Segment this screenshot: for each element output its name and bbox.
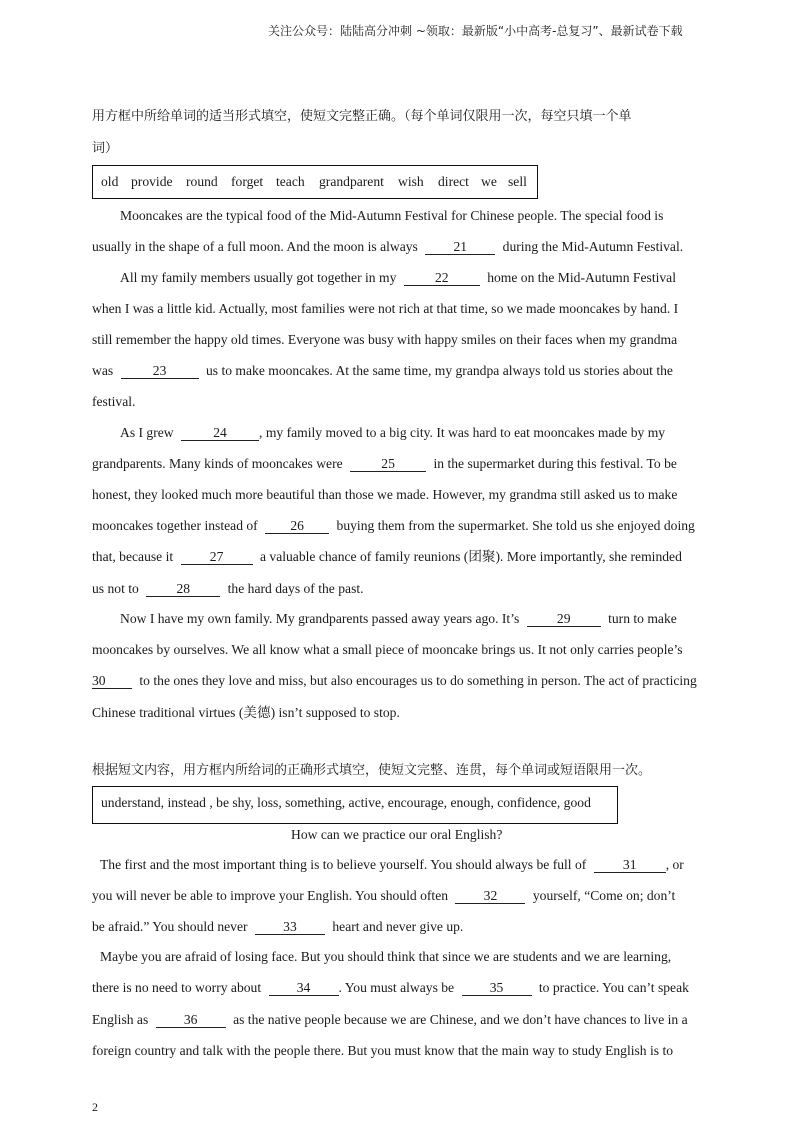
answer-blank-35[interactable]: 35	[462, 980, 532, 996]
word-item: forget	[231, 174, 264, 189]
passage-line: there is no need to worry about 34 . You must always be 35 to practice. You can’t speak	[92, 980, 689, 995]
answer-blank-24[interactable]: 24	[181, 425, 259, 441]
passage-line: festival.	[92, 394, 136, 409]
passage-line: when I was a little kid. Actually, most families were not rich at that time, so we made mooncakes by hand. I	[92, 301, 679, 316]
passage-line: 30 to the ones they love and miss, but also encourages us to do something in person. The act of practicing	[92, 673, 697, 688]
answer-blank-23[interactable]: 23	[121, 363, 199, 379]
page-number: 2	[92, 1100, 98, 1114]
word-item: grandparent	[319, 174, 384, 189]
word-item: provide	[131, 174, 173, 189]
word-item: teach	[276, 174, 305, 189]
word-item: sell	[508, 174, 527, 189]
passage-line: grandparents. Many kinds of mooncakes were 25 in the supermarket during this festival. To be	[92, 456, 677, 471]
passage-line: be afraid.” You should never 33 heart and never give up.	[92, 919, 464, 934]
passage-line: that, because it 27 a valuable chance of family reunions (团聚). More importantly, she reminded	[92, 549, 682, 564]
passage-line: Mooncakes are the typical food of the Mid-Autumn Festival for Chinese people. The special food is	[120, 208, 664, 223]
instruction-line-1: 用方框中所给单词的适当形式填空，使短文完整正确。（每个单词仅限用一次，每空只填一个单	[92, 109, 632, 124]
word-box-2	[92, 786, 618, 824]
passage-line: mooncakes by ourselves. We all know what a small piece of mooncake brings us. It not only carries people’s	[92, 642, 683, 657]
passage-line: usually in the shape of a full moon. And the moon is always 21 during the Mid-Autumn Festival.	[92, 239, 684, 254]
passage-line: was 23 us to make mooncakes. At the same time, my grandpa always told us stories about the	[92, 363, 673, 378]
page-header: 关注公众号：陆陆高分冲刺 ~领取：最新版“小中高考-总复习”、最新试卷下载	[268, 24, 683, 38]
answer-blank-22[interactable]: 22	[404, 270, 480, 286]
passage-line: As I grew 24 , my family moved to a big city. It was hard to eat mooncakes made by my	[120, 425, 666, 440]
word-box-1	[92, 165, 538, 199]
passage-line: Chinese traditional virtues (美德) isn’t supposed to stop.	[92, 705, 400, 720]
passage-line: All my family members usually got together in my 22 home on the Mid-Autumn Festival	[120, 270, 676, 285]
word-item: we	[481, 174, 497, 189]
answer-blank-36[interactable]: 36	[156, 1012, 226, 1028]
passage-line: Now I have my own family. My grandparents passed away years ago. It’s 29 turn to make	[120, 611, 677, 626]
passage-line: still remember the happy old times. Everyone was busy with happy smiles on their faces when my grandma	[92, 332, 678, 347]
answer-blank-25[interactable]: 25	[350, 456, 426, 472]
passage-line: mooncakes together instead of 26 buying them from the supermarket. She told us she enjoyed doing	[92, 518, 695, 533]
answer-blank-26[interactable]: 26	[265, 518, 329, 534]
passage-line: The first and the most important thing is to believe yourself. You should always be full of 31 , or	[100, 857, 684, 872]
instruction-line-2: 词）	[92, 141, 119, 156]
word-item: old	[101, 174, 119, 189]
word-item: wish	[398, 174, 424, 189]
answer-blank-29[interactable]: 29	[527, 611, 601, 627]
passage-line: English as 36 as the native people because we are Chinese, and we don’t have chances to live in a	[92, 1012, 688, 1027]
passage-line: us not to 28 the hard days of the past.	[92, 581, 364, 596]
answer-blank-33[interactable]: 33	[255, 919, 325, 935]
answer-blank-31[interactable]: 31	[594, 857, 666, 873]
answer-blank-21[interactable]: 21	[425, 239, 495, 255]
instruction-line-3: 根据短文内容，用方框内所给词的正确形式填空，使短文完整、连贯，每个单词或短语限用一次。	[92, 763, 652, 778]
passage-line: Maybe you are afraid of losing face. But you should think that since we are students and we are learning,	[100, 949, 672, 964]
passage-line: honest, they looked much more beautiful than those we made. However, my grandma still asked us to make	[92, 487, 678, 502]
passage-line: you will never be able to improve your English. You should often 32 yourself, “Come on; don’t	[92, 888, 676, 903]
answer-blank-30[interactable]: 30	[92, 673, 132, 689]
answer-blank-27[interactable]: 27	[181, 549, 253, 565]
answer-blank-32[interactable]: 32	[455, 888, 525, 904]
answer-blank-28[interactable]: 28	[146, 581, 220, 597]
answer-blank-34[interactable]: 34	[269, 980, 339, 996]
word-item: direct	[438, 174, 469, 189]
passage-title: How can we practice our oral English?	[291, 827, 503, 842]
word-box-text: understand, instead , be shy, loss, something, active, encourage, enough, confidence, good	[101, 795, 591, 810]
word-item: round	[186, 174, 218, 189]
passage-line: foreign country and talk with the people there. But you must know that the main way to study English is to	[92, 1043, 674, 1058]
